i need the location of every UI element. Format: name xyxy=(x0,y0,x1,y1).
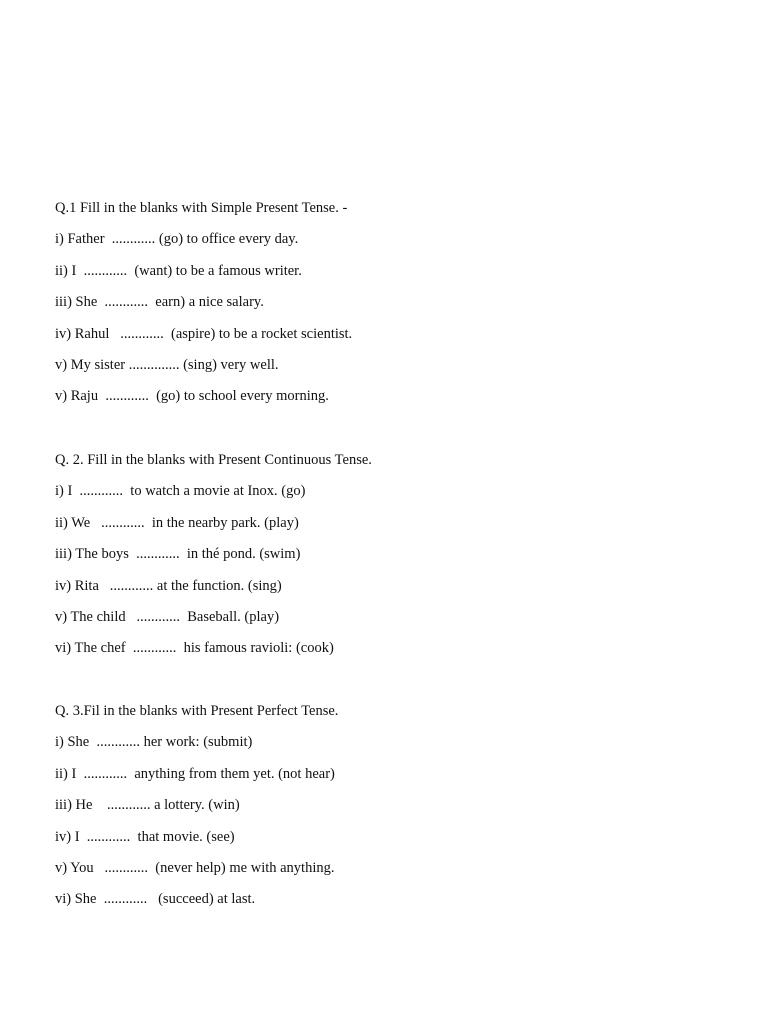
question-3 xyxy=(55,702,735,922)
question-item: ii) We ............ in the nearby park. (play) xyxy=(55,514,299,531)
question-item: iv) I ............ that movie. (see) xyxy=(55,828,235,845)
question-item: i) She ............ her work: (submit) xyxy=(55,734,253,751)
question-item: vi) She ............ (succeed) at last. xyxy=(55,891,256,908)
question-1 xyxy=(55,199,735,419)
question-item: iii) He ............ a lottery. (win) xyxy=(55,797,240,814)
question-2 xyxy=(55,451,735,671)
question-item: vi) The chef ............ his famous ravioli: (cook) xyxy=(55,640,334,657)
question-item: i) I ............ to watch a movie at Inox. (go) xyxy=(55,483,306,500)
question-item: ii) I ............ anything from them yet. (not hear) xyxy=(55,765,335,782)
question-item: v) My sister .............. (sing) very well. xyxy=(55,356,279,373)
question-item: iii) She ............ earn) a nice salary. xyxy=(55,294,264,311)
question-item: v) You ............ (never help) me with anything. xyxy=(55,859,335,876)
question-item: v) Raju ............ (go) to school every morning. xyxy=(55,388,329,405)
question-item: iv) Rahul ............ (aspire) to be a rocket scientist. xyxy=(55,325,353,342)
question-item: ii) I ............ (want) to be a famous writer. xyxy=(55,262,302,279)
question-item: iv) Rita ............ at the function. (sing) xyxy=(55,577,282,594)
question-item: v) The child ............ Baseball. (play) xyxy=(55,608,280,625)
question-item: i) Father ............ (go) to office every day. xyxy=(55,231,299,248)
question-1-heading: Q.1 Fill in the blanks with Simple Present Tense. - xyxy=(55,200,348,216)
question-3-heading: Q. 3.Fil in the blanks with Present Perfect Tense. xyxy=(55,703,339,719)
question-item: iii) The boys ............ in thé pond. (swim) xyxy=(55,546,301,563)
question-2-heading: Q. 2. Fill in the blanks with Present Continuous Tense. xyxy=(55,452,372,468)
